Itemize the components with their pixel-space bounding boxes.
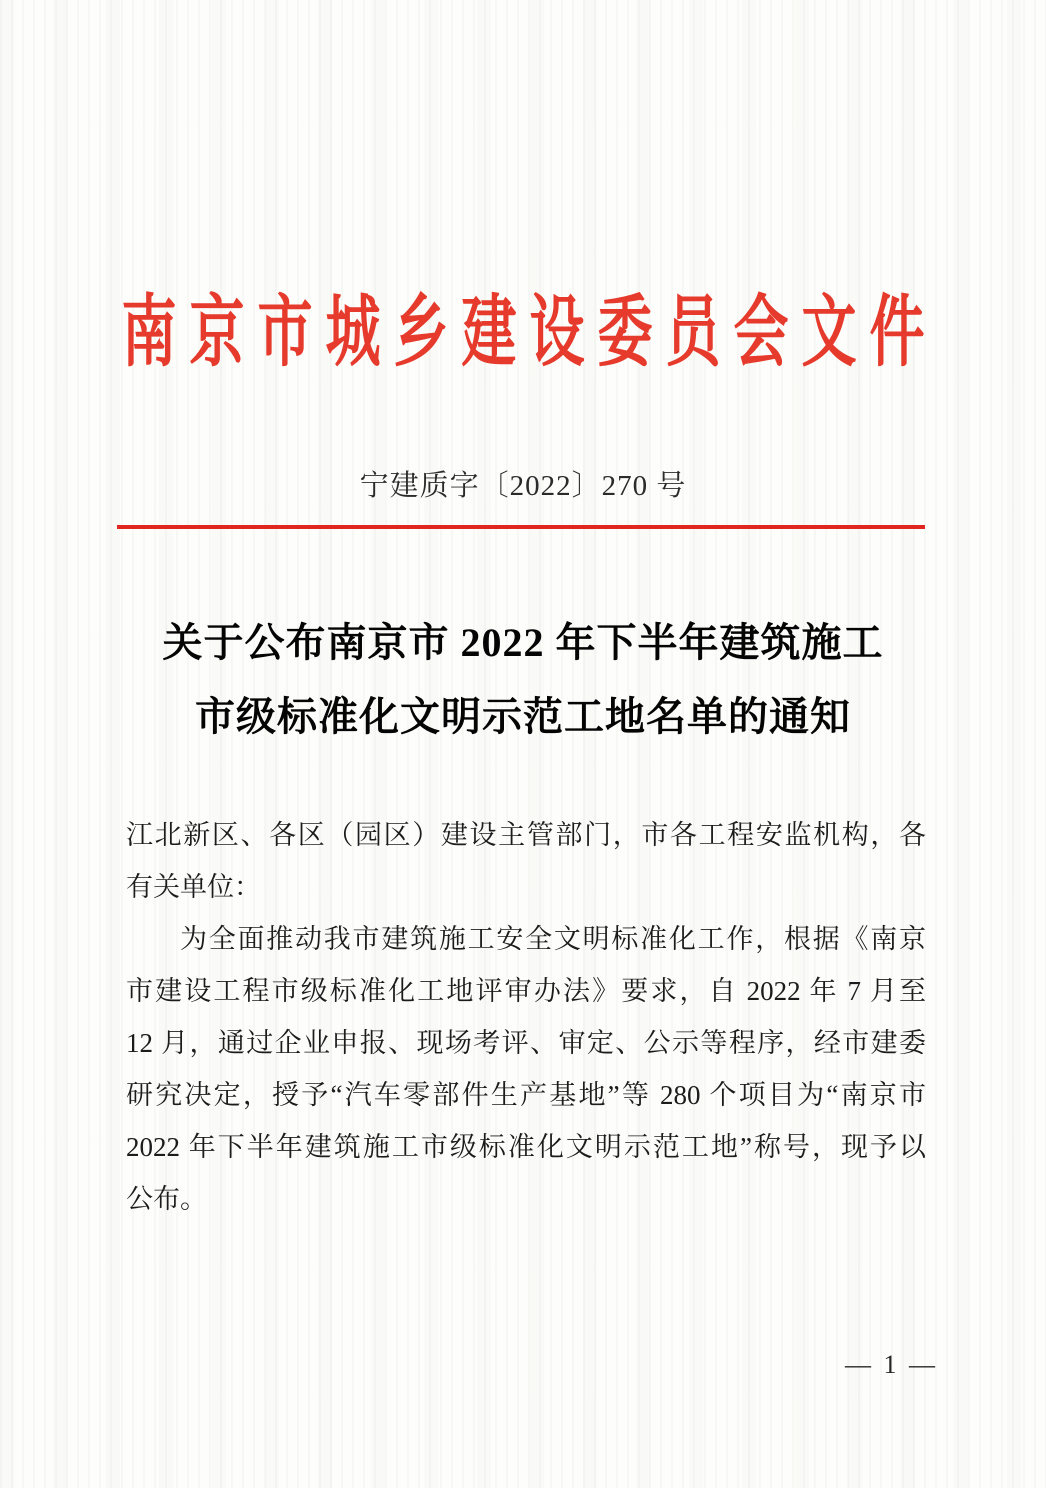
- document-title-line-1: 关于公布南京市 2022 年下半年建筑施工: [162, 620, 884, 665]
- body-line: 有关单位：: [126, 872, 261, 902]
- body-line: 市建设工程市级标准化工地评审办法》要求，自 2022 年 7 月至: [126, 976, 926, 1006]
- red-divider-line: [117, 525, 925, 529]
- body-line: 公布。: [126, 1184, 207, 1214]
- body-line: 为全面推动我市建筑施工安全文明标准化工作，根据《南京: [180, 924, 926, 954]
- body-line: 研究决定，授予“汽车零部件生产基地”等 280 个项目为“南京市: [126, 1080, 926, 1110]
- body-line: 12 月，通过企业申报、现场考评、审定、公示等程序，经市建委: [126, 1028, 926, 1058]
- page-number: — 1 —: [845, 1350, 938, 1379]
- document-title-line-2: 市级标准化文明示范工地名单的通知: [195, 694, 851, 739]
- agency-header-title: 南京市城乡建设委员会文件: [121, 288, 938, 376]
- document-number: 宁建质字〔2022〕270 号: [359, 470, 687, 502]
- document-body: [126, 809, 926, 1225]
- document-title: [0, 606, 1046, 754]
- body-line: 2022 年下半年建筑施工市级标准化文明示范工地”称号，现予以: [126, 1132, 926, 1162]
- body-line: 江北新区、各区（园区）建设主管部门，市各工程安监机构，各: [126, 820, 926, 850]
